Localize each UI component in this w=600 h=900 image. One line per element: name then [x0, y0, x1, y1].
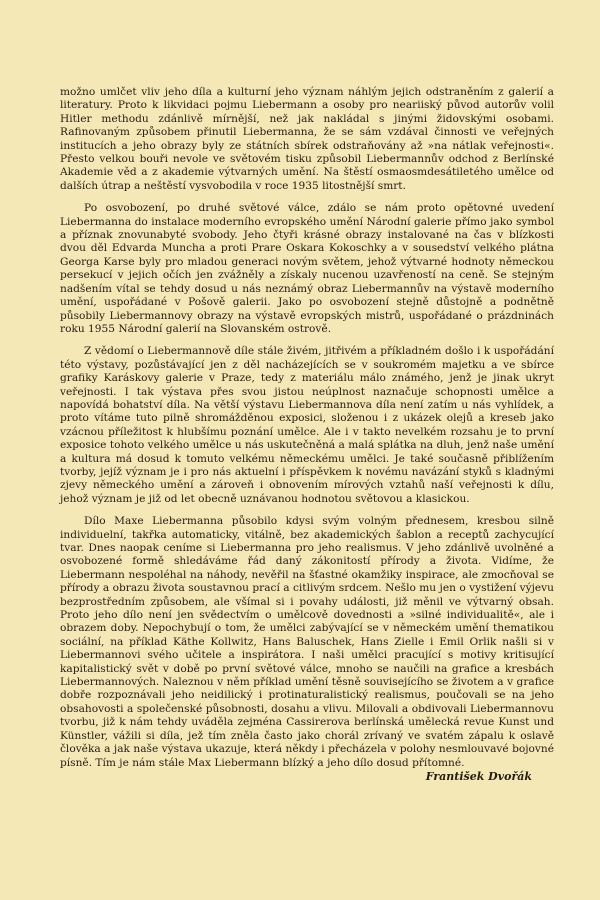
author-signature: František Dvořák — [425, 769, 532, 783]
paragraph-gap — [60, 506, 554, 515]
paragraph-2: Po osvobození, po druhé světové válce, zdálo se nám proto opětovné uvedení Liebermanna do instalace moderního evropského umění Národní galerie přímo jako symbol a příznak znovunabyté svobody. Jeho čtyři krásné obrazy instalované na čas v blízkosti dvou děl Edvarda Muncha a proti Prare Oskara Kokoschky a v sousedství velkého plátna Georga Karse byly pro mladou generaci novým světem, jehož výtvarné hodnoty německou persekucí v jejich očích jen zvážněly a získaly nucenou uzavřeností na ceně. Se stejným nadšením vítal se tehdy dosud u nás neznámý obraz Liebermannův na výstavě moderního umění, uspořádané v Pošově galerii. Jako po osvobození stejně důstojně a podnětně působily Liebermannovy obrazy na výstavě evropských mistrů, uspořádané o prázdninách roku 1955 Národní galerií na Slovanském ostrově. — [60, 202, 554, 335]
paragraph-gap — [60, 336, 554, 345]
paragraph-3: Z vědomí o Liebermannově díle stále živém, jitřivém a příkladném došlo i k uspořádání této výstavy, pozůstávající jen z děl nacházejících se v soukromém majetku a ve sbírce grafiky Karáskovy galerie v Praze, tedy z materiálu málo známého, jenž je jinak ukryt veřejnosti. I tak výstava přes svou jistou neúplnost naznačuje schopnosti umělce a napovídá bohatství díla. Na větší výstavu Liebermannova díla není zatím u nás vyhlídek, a proto vítáme tuto pilně shromážděnou exposici, složenou i z ukázek olejů a kreseb jako vzácnou příležitost k hlubšímu poznání umělce. Ale i v takto nevelkém rozsahu je to první exposice tohoto velkého umělce u nás uskutečněná a malá splátka na dluh, jenž naše umění a kultura má dosud k tomuto velkému německému umělci. Je také současně přiblížením tvorby, jejíž význam je i pro nás aktuelní i příspěvkem k novému navázání styků s kladnými zjevy německého umění a zároveň i obnovením mírových vztahů naší veřejnosti k dílu, jehož význam je již od let obecně uznávanou hodnotou světovou a klasickou. — [60, 345, 554, 505]
paragraph-1: možno umlčet vliv jeho díla a kulturní jeho význam náhlým jejich odstraněním z galerií a literatury. Proto k likvidaci pojmu Liebermann a osoby pro neariiský původ autorův volil Hitler methodu zdánlivě mírnější, než jak nakládal s jinými židovskými osobami. Rafinovaným způsobem přinutil Liebermanna, že se sám vzdával činnosti ve veřejných institucích a jeho obrazy byly ze státních sbírek odstraňovány až »na nátlak veřejnosti«. Přesto velkou bouři nevole ve světovém tisku způsobil Liebermannův odchod z Berlínské Akademie věd a z akademie výtvarných umění. Na štěstí osmaosmdesátiletého umělce od dalších útrap a neštěstí vysvobodila v roce 1935 litostnější smrt. — [60, 86, 554, 192]
paragraph-gap — [60, 193, 554, 202]
paragraph-4: Dílo Maxe Liebermanna působilo kdysi svým volným přednesem, kresbou silně individuelní, takřka automaticky, vitálně, bez akademických šablon a receptů zachycující tvar. Dnes naopak ceníme si Liebermanna pro jeho realismus. V jeho zdánlivě uvolněné a osvobozené formě shledáváme řád daný zákonitostí přírody a života. Vidíme, že Liebermann nespoléhal na náhody, nevěřil na šťastné okamžiky inspirace, ale zmocňoval se přírody a obrazu života soustavnou prací a citlivým srdcem. Nešlo mu jen o vystižení výjevu bezprostředním způsobem, ale všímal si i povahy události, již měnil ve výtvarný obsah. Proto jeho dílo není jen svědectvím o umělcově dovednosti a »silné individualitě«, ale i obrazem doby. Nepochybují o tom, že umělci zabývající se v německém umění thematikou sociální, na příklad Käthe Kollwitz, Hans Baluschek, Hans Zielle i Emil Orlik našli si v Liebermannovi svého učitele a inspirátora. I naši umělci pracující s motivy kritisující kapitalistický svět v době po první světové válce, mnoho se naučili na grafice a kresbách Liebermannových. Naleznou v něm příklad umění těsně souvisejícího se životem a v grafice dobře rozpoznávali jeho neidilický i protinaturalistický realismus, poučovali se na jeho obsahovosti a společenské působnosti, dosahu a vlivu. Milovali a obdivovali Liebermannovu tvorbu, již k nám tehdy uváděla zejména Cassirerova berlínská umělecká revue Kunst und Künstler, vážili si díla, jež tím zněla často jako chorál zrívaný ve svatém zápalu k oslavě člověka a jak naše výstava ukazuje, která někdy i přecházela v polohy nesmlouvavé bojovné písně. Tím je nám stále Max Liebermann blízký a jeho dílo dosud přítomné. — [60, 515, 554, 769]
